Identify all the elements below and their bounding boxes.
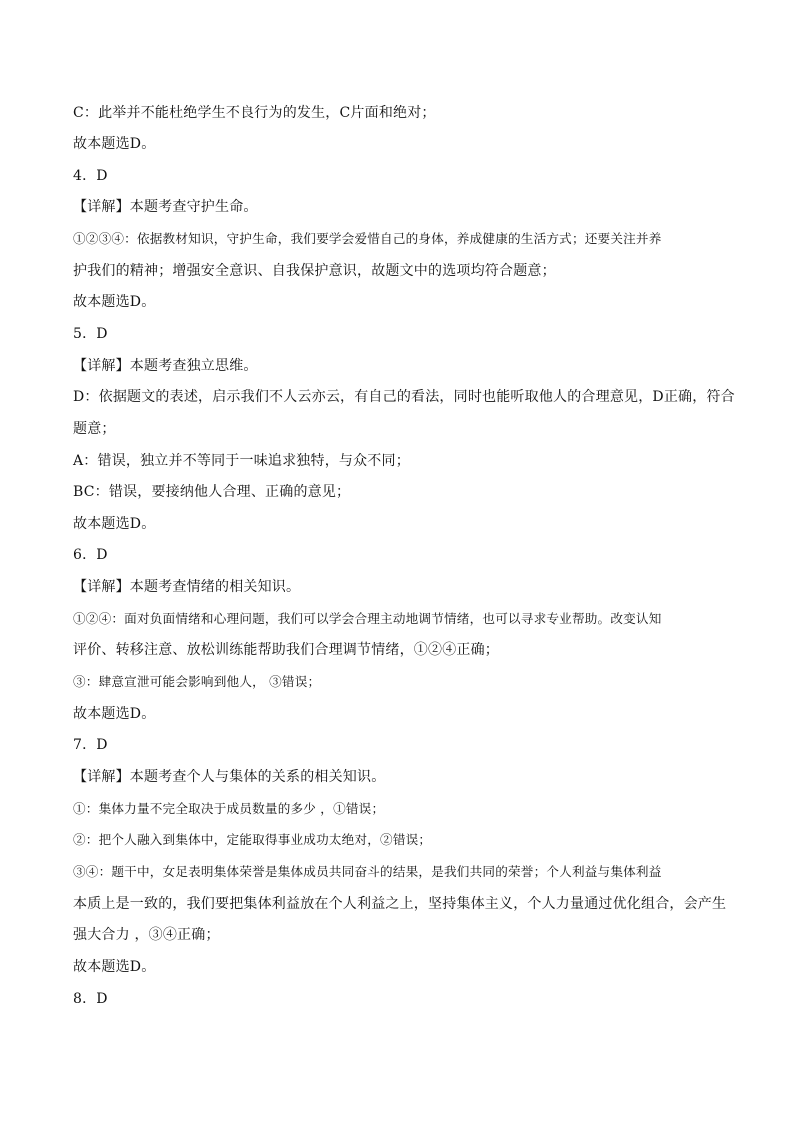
text-line-7-explanation-1: ③④：题干中，女足表明集体荣誉是集体成员共同奋斗的结果，是我们共同的荣誉；个人利益与集体利益	[73, 864, 662, 879]
question-number-6: 6．D	[73, 547, 108, 563]
text-line-6-explanation-2: 评价、转移注意、放松训练能帮助我们合理调节情绪，①②④正确；	[73, 642, 499, 658]
text-line-answer-3: 故本题选D。	[73, 136, 156, 152]
text-line-7-explanation-2: 本质上是一致的，我们要把集体利益放在个人利益之上，坚持集体主义，个人力量通过优化组合，会产生	[73, 896, 727, 912]
detail-heading-7: 【详解】本题考查个人与集体的关系的相关知识。	[73, 769, 386, 785]
text-line-c-option: C：此举并不能杜绝学生不良行为的发生，C片面和绝对；	[73, 105, 436, 121]
text-line-7-explanation-3: 强大合力 ，③④正确；	[73, 927, 220, 943]
text-line-7-option-1: ①：集体力量不完全取决于成员数量的多少 ，①错误；	[73, 801, 385, 816]
text-line-6-explanation-1: ①②④：面对负面情绪和心理问题，我们可以学会合理主动地调节情绪，也可以寻求专业帮助。改变认知	[73, 611, 662, 626]
detail-heading-6: 【详解】本题考查情绪的相关知识。	[73, 579, 301, 595]
text-line-answer-5: 故本题选D。	[73, 516, 156, 532]
text-line-7-option-2: ②：把个人融入到集体中，定能取得事业成功太绝对，②错误；	[73, 832, 432, 847]
question-number-8: 8．D	[73, 991, 108, 1007]
text-line-answer-6: 故本题选D。	[73, 706, 156, 722]
text-line-answer-4: 故本题选D。	[73, 294, 156, 310]
question-number-5: 5．D	[73, 326, 108, 342]
text-line-5-explanation-1: D：依据题文的表述，启示我们不人云亦云，有自己的看法，同时也能听取他人的合理意见，D正确，符合	[73, 389, 735, 405]
text-line-6-option-3: ③：肆意宣泄可能会影响到他人， ③错误；	[73, 674, 321, 689]
detail-heading-5: 【详解】本题考查独立思维。	[73, 358, 258, 374]
text-line-5-explanation-2: 题意；	[73, 421, 116, 437]
text-line-4-explanation-1: ①②③④：依据教材知识，守护生命，我们要学会爱惜自己的身体，养成健康的生活方式；还要关注并养	[73, 231, 662, 246]
text-line-4-explanation-2: 护我们的精神；增强安全意识、自我保护意识，故题文中的选项均符合题意；	[73, 263, 556, 279]
text-line-5-option-bc: BC：错误，要接纳他人合理、正确的意见；	[73, 484, 351, 500]
text-line-5-option-a: A：错误，独立并不等同于一味追求独特，与众不同；	[73, 453, 410, 469]
detail-heading-4: 【详解】本题考查守护生命。	[73, 199, 258, 215]
question-number-4: 4．D	[73, 168, 108, 184]
text-line-answer-7: 故本题选D。	[73, 959, 156, 975]
question-number-7: 7．D	[73, 737, 108, 753]
